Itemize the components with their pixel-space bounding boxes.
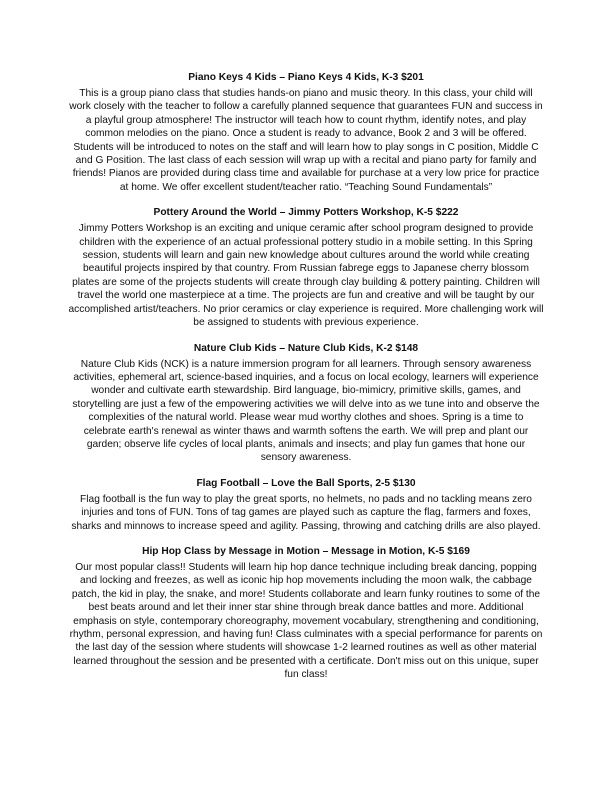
section-body: Flag football is the fun way to play the great sports, no helmets, no pads and no tackling means zero injuries and tons of FUN. Tons of tag games are played such as capture the flag, farmers and foxes, sharks and minnows to increase speed and agility. Passing, throwing and catching drills are also played.	[71, 493, 541, 532]
section-title: Pottery Around the World – Jimmy Potters Workshop, K-5 $222	[153, 207, 459, 219]
section-title: Hip Hop Class by Message in Motion – Message in Motion, K-5 $169	[142, 545, 470, 557]
section-title: Nature Club Kids – Nature Club Kids, K-2 $148	[193, 342, 419, 354]
section-body: Jimmy Potters Workshop is an exciting and unique ceramic after school program designed to provide children with the experience of an actual professional pottery studio in a mobile setting. In this Spring session, students will learn and gain new knowledge about cultures around the world while creating beautiful projects inspired by that country. From Russian fabrege eggs to Japanese cherry blossom plates are some of the projects students will create through clay building & pottery painting. Children will travel the world one masterpiece at a time. The projects are fun and creative and will be taught by our accomplished artist/teachers. No prior ceramics or clay experience is required. More challenging work will be assigned to students with previous experience.	[68, 223, 544, 329]
section-piano-keys	[68, 71, 544, 194]
section-pottery	[68, 206, 544, 329]
section-body: This is a group piano class that studies hands-on piano and music theory. In this class, your child will work closely with the teacher to follow a carefully planned sequence that guarantees FUN and success in a playful group atmosphere! The instructor will teach how to count rhythm, identify notes, and play common melodies on the piano. Once a student is ready to advance, Book 2 and 3 will be offered. Students will be introduced to notes on the staff and will learn how to play songs in C position, Middle C and G Position. The last class of each session will wrap up with a recital and piano party for family and friends! Pianos are provided during class time and available for purchase at a very low price for practice at home. We offer excellent student/teacher ratio. “Teaching Sound Fundamentals”	[69, 88, 543, 193]
section-body: Our most popular class!! Students will learn hip hop dance technique including break dancing, popping and locking and freezes, as well as iconic hip hop movements including the moon walk, the cabbage patch, the kid in play, the snake, and more! Students collaborate and learn funky routines to some of the best beats around and let their inner star shine through break dance battles and more. Additional emphasis on style, contemporary choreography, movement vocabulary, strengthening and conditioning, rhythm, personal expression, and having fun! Class culminates with a special performance for parents on the last day of the session where students will showcase 1-2 learned routines as well as other material learned throughout the session and be presented with a certificate. Don't miss out on this unique, super fun class!	[69, 561, 543, 681]
document-page	[68, 71, 544, 694]
section-hip-hop	[68, 545, 544, 682]
section-flag-football	[68, 477, 544, 533]
section-title: Piano Keys 4 Kids – Piano Keys 4 Kids, K-3 $201	[188, 72, 424, 83]
section-nature-club	[68, 342, 544, 465]
section-body: Nature Club Kids (NCK) is a nature immersion program for all learners. Through sensory awareness activities, ephemeral art, science-based inquiries, and a focus on local ecology, learners will experience wonder and cultivate earth stewardship. Bird language, bio-mimicry, primitive skills, games, and storytelling are just a few of the empowering activities we will delve into as we tune into and observe the complexities of the natural world. Please wear mud worthy clothes and shoes. Spring is a time to celebrate earth's renewal as winter thaws and warmth softens the earth. We will prep and plant our garden; observe life cycles of local plants, animals and insects; and play fun games that hone our sensory awareness.	[72, 358, 540, 464]
section-title: Flag Football – Love the Ball Sports, 2-5 $130	[196, 477, 416, 489]
